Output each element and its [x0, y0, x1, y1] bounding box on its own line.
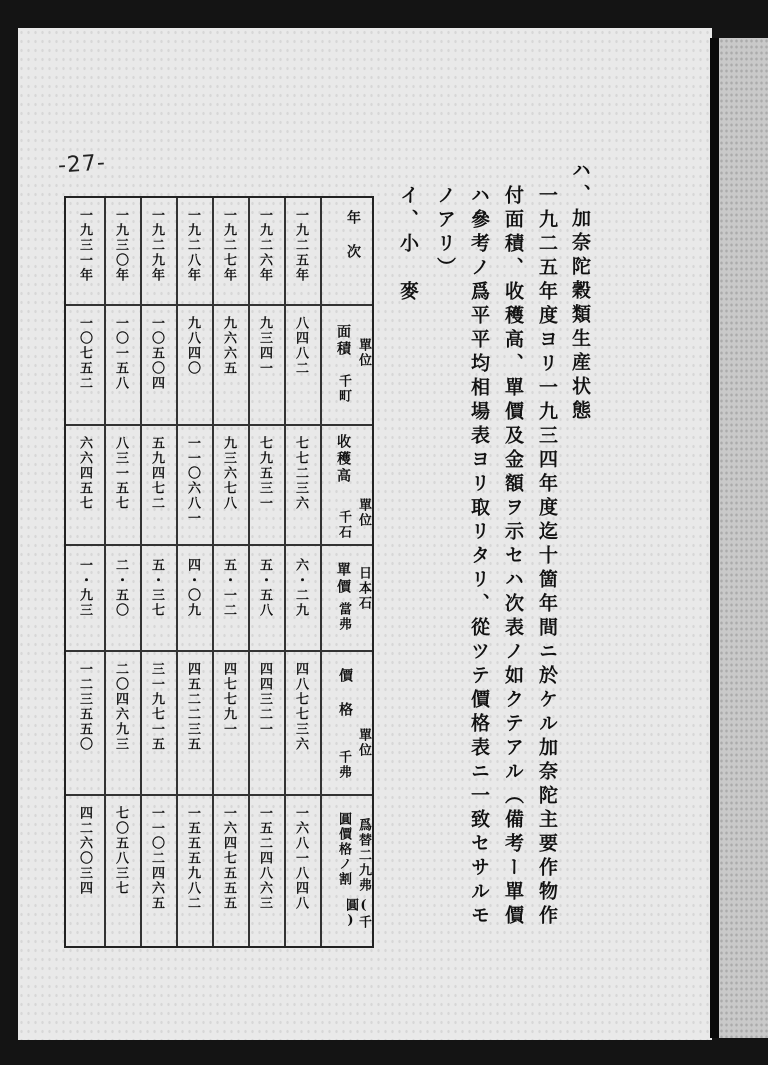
cell-area-7: 一〇七五二 [77, 316, 92, 391]
header-area-unit: 單位 [356, 338, 371, 368]
body-line-4: ノアリ） [434, 185, 456, 281]
cell-price-5: 五・三七 [149, 558, 164, 618]
cell-year-3: 一九二七年 [221, 208, 236, 283]
cell-year-7: 一九三一年 [77, 208, 92, 283]
header-year: 年 次 [345, 210, 361, 261]
cell-yen-1: 一六八一八四八 [293, 806, 308, 911]
header-yield-unit2: 千石 [336, 510, 351, 540]
cell-price-3: 五・一二 [221, 558, 236, 618]
header-price-unit: 日本石 [356, 566, 371, 611]
hline-3 [66, 544, 372, 546]
header-value-unit: 單位 [356, 728, 371, 758]
cell-price-1: 六・二九 [293, 558, 308, 618]
row-divider-5 [140, 198, 142, 946]
section-heading: ハ、加奈陀穀類生産状態 [569, 160, 591, 424]
cell-year-6: 一九三〇年 [113, 208, 128, 283]
row-divider-1 [284, 198, 286, 946]
cell-yen-3: 一六四七五五五 [221, 806, 236, 911]
cell-value-2: 四四三二一 [257, 662, 272, 737]
row-divider-2 [248, 198, 250, 946]
header-price-unit2: 當弗 [336, 602, 351, 632]
cell-value-5: 三一九七一五 [149, 662, 164, 752]
cell-yield-4: 一一〇六八一 [185, 436, 200, 526]
cell-value-4: 四五二二三五 [185, 662, 200, 752]
header-yen-label: 圓價格ノ割 [336, 812, 351, 887]
cell-price-6: 二・五〇 [113, 558, 128, 618]
row-divider-4 [176, 198, 178, 946]
header-area-label: 面積 [335, 324, 351, 358]
hline-4 [66, 650, 372, 652]
hline-2 [66, 424, 372, 426]
cell-price-4: 四・〇九 [185, 558, 200, 618]
cell-yen-6: 七〇五八三七 [113, 806, 128, 896]
cell-yield-5: 五九四七二 [149, 436, 164, 511]
header-divider [320, 198, 322, 946]
cell-value-1: 四八七七三六 [293, 662, 308, 752]
cell-area-5: 一〇五〇四 [149, 316, 164, 391]
header-yield-unit: 單位 [356, 498, 371, 528]
cell-yield-3: 九三六七八 [221, 436, 236, 511]
cell-year-5: 一九二九年 [149, 208, 164, 283]
cell-area-3: 九六六五 [221, 316, 236, 376]
cell-area-2: 九三四一 [257, 316, 272, 376]
cell-year-2: 一九二六年 [257, 208, 272, 283]
cell-yield-6: 八三一五七 [113, 436, 128, 511]
cell-value-7: 一二三五五〇 [77, 662, 92, 752]
body-line-3: ハ參考ノ爲平平均相場表ヨリ取リタリ、從ツテ價格表ニ一致セサルモ [468, 185, 490, 929]
facing-page-edge [719, 38, 768, 1038]
body-line-1: 一九二五年度ヨリ一九三四年度迄十箇年間ニ於ケル加奈陀主要作物作 [536, 185, 558, 929]
cell-year-1: 一九二五年 [293, 208, 308, 283]
cell-area-1: 八四八二 [293, 316, 308, 376]
header-value-label: 價 格 [337, 668, 353, 719]
header-area-unit2: 千町 [336, 374, 351, 404]
cell-yield-2: 七九五三一 [257, 436, 272, 511]
cell-price-2: 五・五八 [257, 558, 272, 618]
book-spine [710, 38, 719, 1038]
cell-yield-1: 七七二三六 [293, 436, 308, 511]
page-number: -27- [57, 150, 107, 179]
cell-yen-2: 一五二四八六三 [257, 806, 272, 911]
wheat-production-table [64, 196, 374, 948]
cell-area-6: 一〇一五八 [113, 316, 128, 391]
cell-yen-7: 四二六〇三四 [77, 806, 92, 896]
hline-1 [66, 304, 372, 306]
hline-5 [66, 794, 372, 796]
header-price-label: 單價 [335, 562, 351, 596]
header-value-unit2: 千弗 [336, 750, 351, 780]
cell-value-3: 四七七九一 [221, 662, 236, 737]
row-divider-6 [104, 198, 106, 946]
cell-value-6: 二〇四六九三 [113, 662, 128, 752]
header-yield-label: 收穫高 [335, 434, 351, 485]
cell-yen-5: 一一〇二四六五 [149, 806, 164, 911]
header-yen-unit: 爲替二九弗 [356, 818, 371, 893]
row-divider-3 [212, 198, 214, 946]
subheading-wheat: イ、小 麥 [397, 185, 419, 305]
cell-area-4: 九八四〇 [185, 316, 200, 376]
cell-price-7: 一・九三 [77, 558, 92, 618]
body-line-2: 付面積、收穫高、單價及金額ヲ示セハ次表ノ如クテアル（備考ー單價 [502, 185, 524, 929]
cell-yen-4: 一五五五九八二 [185, 806, 200, 911]
cell-year-4: 一九二八年 [185, 208, 200, 283]
cell-yield-7: 六六四五七 [77, 436, 92, 511]
header-yen-unit2: (千圓) [343, 898, 371, 930]
